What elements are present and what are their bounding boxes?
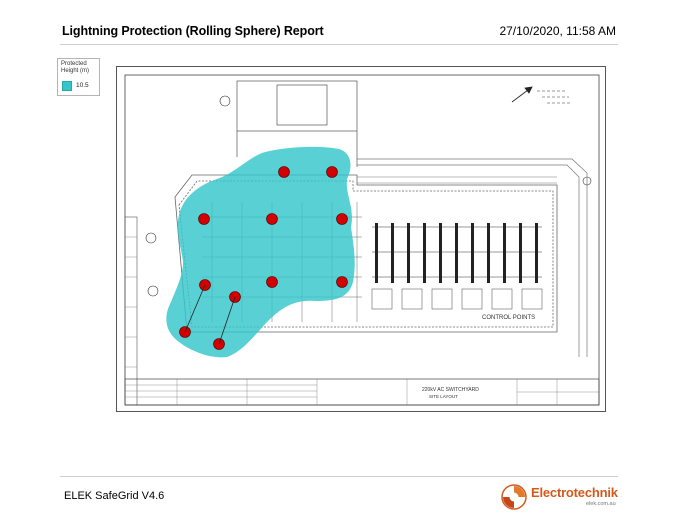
site-layout-drawing (117, 67, 607, 413)
electrotechnik-logo-icon (501, 484, 527, 510)
legend-swatch (62, 81, 72, 91)
footer-divider (60, 476, 618, 477)
legend-title: Protected Height (m) (61, 61, 90, 74)
mast-marker (199, 214, 210, 225)
brand-name: Electrotechnik (531, 485, 618, 500)
report-datetime: 27/10/2020, 11:58 AM (499, 24, 616, 38)
mast-marker (279, 167, 290, 178)
header-divider (60, 44, 618, 45)
north-arrow-icon (512, 87, 532, 102)
mast-marker (327, 167, 338, 178)
legend-value: 10.5 (76, 82, 89, 89)
app-version: ELEK SafeGrid V4.6 (64, 490, 165, 502)
legend-box (57, 58, 100, 96)
title-block-text: 220kV AC SWITCHYARD (422, 387, 479, 393)
brand-logo (501, 481, 621, 511)
mast-marker (337, 277, 348, 288)
site-drawing (116, 66, 606, 412)
title-block-subtext: SITE LAYOUT (429, 394, 458, 399)
mast-marker (267, 214, 278, 225)
protection-zone (166, 147, 354, 357)
mast-marker (267, 277, 278, 288)
brand-url: elek.com.au (586, 501, 616, 507)
report-title: Lightning Protection (Rolling Sphere) Report (62, 24, 324, 38)
control-points-label: CONTROL POINTS (482, 315, 536, 321)
mast-marker (337, 214, 348, 225)
